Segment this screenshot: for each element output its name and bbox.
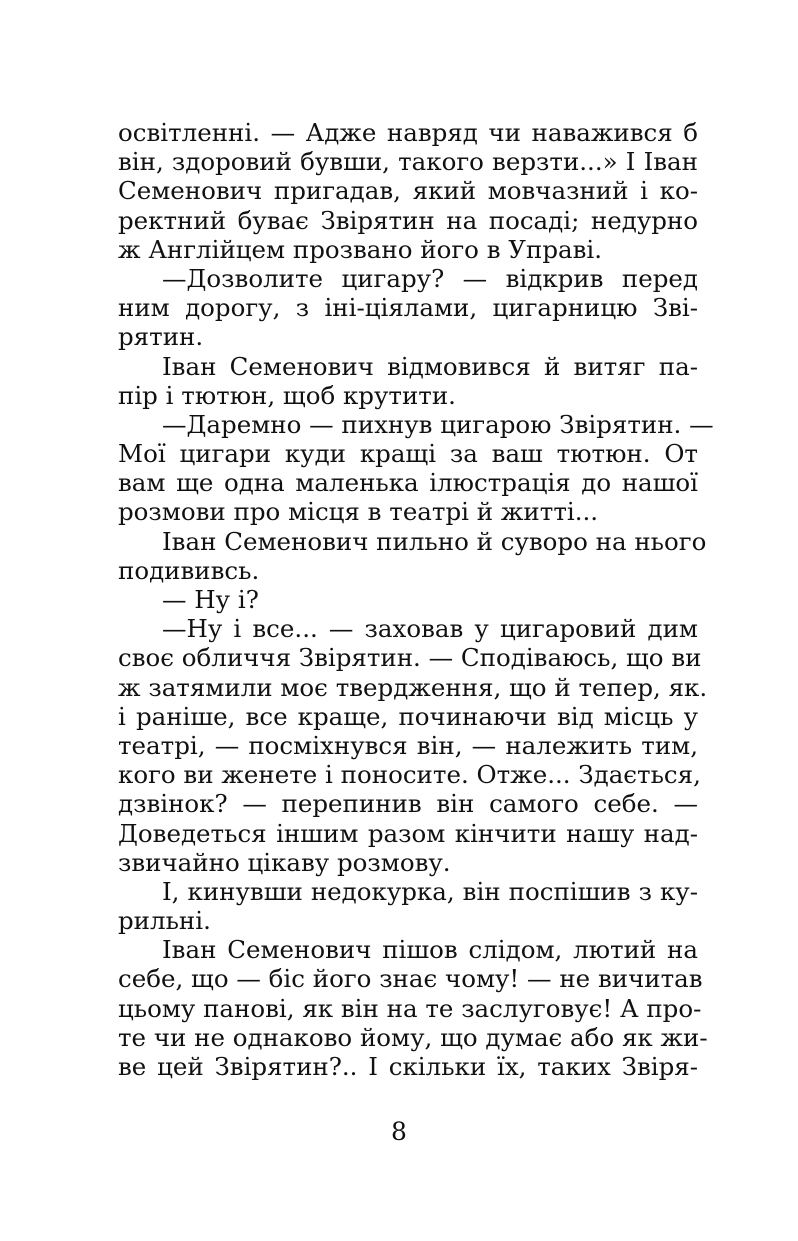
text-line: ректний буває Звірятин на посаді; недурно [118,205,698,235]
text-line: Іван Семенович пильно й суворо на нього [162,526,707,556]
text-line: — Ну і? [162,585,259,614]
text-line: Доведеться іншим разом кінчити нашу над- [118,818,698,848]
text-line: —Даремно — пихнув цигарою Звірятин. — [162,409,714,439]
text-line: ж Англійцем прозвано його в Управі. [118,234,603,264]
text-line: вам ще одна маленька ілюстрація до нашої [118,468,698,498]
text-line: цьому панові, як він на те заслуговує! А про- [118,993,702,1023]
text-line: Мої цигари куди кращі за ваш тютюн. От [118,439,698,469]
text-line: рильні. [118,906,211,936]
text-line: кого ви женете і поносите. Отже... Здається, [118,760,701,790]
text-line: своє обличчя Звірятин. — Сподіваюсь, що ви [118,643,702,673]
text-line: дзвінок? — перепинив він самого себе. — [118,789,698,819]
text-line: і раніше, все краще, починаючи від місць у [118,701,698,731]
text-line: те чи не однаково йому, що думає або як жи- [118,1022,708,1052]
text-line: Іван Семенович пішов слідом, лютий на [162,935,698,965]
text-line: театрі, — посміхнувся він, — належить тим, [118,730,698,760]
text-line: ве цей Звірятин?.. І скільки їх, таких Звіря- [118,1052,698,1081]
text-line: ж затямили моє твердження, що й тепер, як. [118,672,708,702]
text-line: пір і тютюн, щоб крутити. [118,380,456,410]
text-line: розмови про місця в театрі й житті... [118,497,599,527]
text-line: Семенович пригадав, який мовчазний і ко- [118,176,698,206]
page-number: 8 [391,1117,407,1146]
text-line: освітленні. — Адже навряд чи наважився б [118,118,698,147]
text-line: —Ну і все... — заховав у цигаровий дим [162,614,698,644]
text-line: —Дозволите цигару? — відкрив перед [162,263,698,293]
text-line: Іван Семенович відмовився й витяг па- [162,351,698,381]
text-line: подививсь. [118,555,260,585]
body-text [118,118,714,1081]
text-line: рятин. [118,322,204,352]
text-line: ним дорогу, з іні-ціялами, цигарницю Зві- [118,293,698,323]
text-line: він, здоровий бувши, такого верзти...» І Іван [118,147,698,177]
text-line: себе, що — біс його знає чому! — не вичитав [118,964,703,994]
text-line: І, кинувши недокурка, він поспішив з ку- [162,876,698,906]
text-line: звичайно цікаву розмову. [118,847,451,877]
